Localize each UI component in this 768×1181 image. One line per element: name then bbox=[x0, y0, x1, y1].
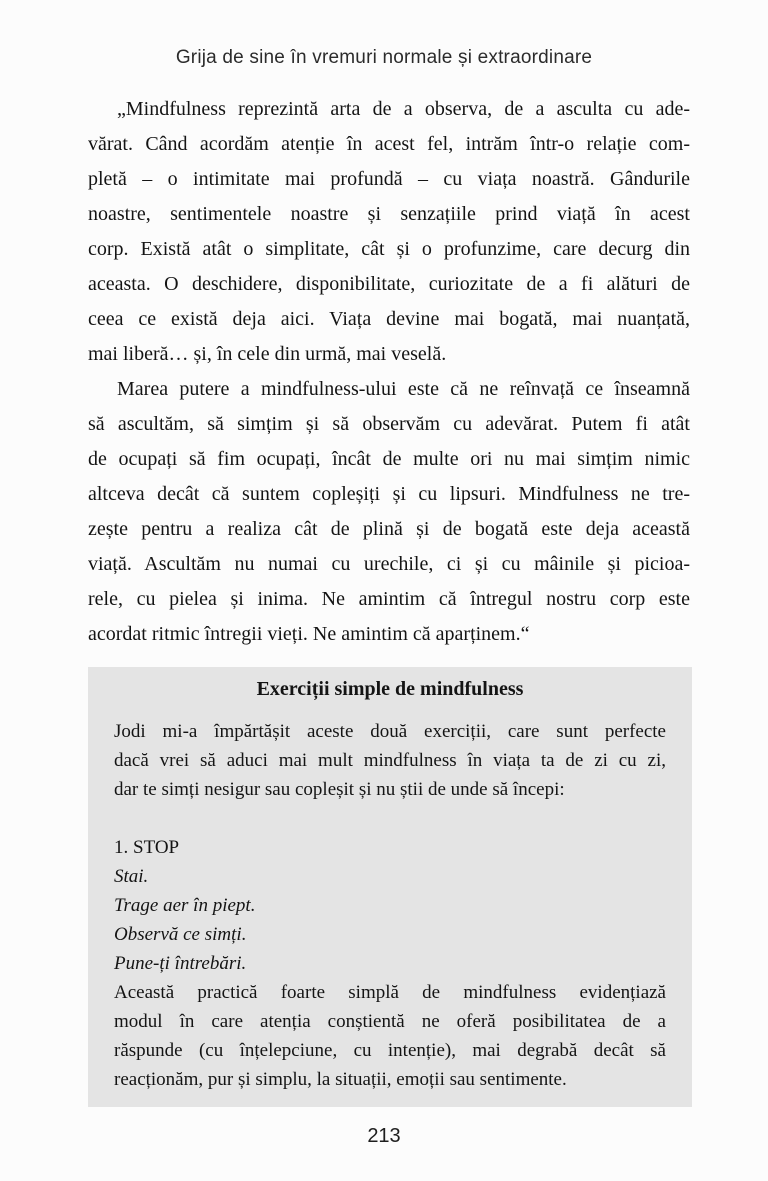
body-paragraph: Marea putere a mindfulness-ului este că ne reînvață ce înseamnă să ascultăm, să simțim și să observăm cu adevărat. Putem fi atât de ocupați să fim ocupați, încât de multe ori nu mai simțim nimic altceva decât că suntem copleșiți și cu lipsuri. Mindfulness ne tre- zește pentru a realiza cât de plină și de bogată este deja această viață. Ascultăm nu numai cu urechile, ci și cu mâinile și picioa- rele, cu pielea și inima. Ne amintim că întregul nostru corp este acordat ritmic întregii vieți. Ne amintim că aparținem.“ bbox=[88, 378, 690, 645]
exercise-box bbox=[88, 667, 692, 1107]
step-heading: 1. STOP bbox=[114, 837, 180, 858]
exercise-box-title: Exerciții simple de mindfulness bbox=[256, 678, 524, 700]
body-text-column bbox=[88, 92, 690, 652]
running-head: Grija de sine în vremuri normale și extraordinare bbox=[175, 47, 593, 68]
exercise-outro-paragraph: Această practică foarte simplă de mindfulness evidențiază modul în care atenția conștientă ne oferă posibilitatea de a răspunde (cu înțelepciune, cu intenție), mai degrabă decât să reacționăm, pur și simplu, la situații, emoții sau sentimente. bbox=[114, 982, 666, 1090]
spacer bbox=[114, 804, 666, 833]
page-number: 213 bbox=[367, 1125, 401, 1147]
exercise-intro-paragraph: Jodi mi-a împărtășit aceste două exerciții, care sunt perfecte dacă vrei să aduci mai mult mindfulness în viața ta de zi cu zi, dar te simți nesigur sau copleșit și nu știi de unde să începi: bbox=[114, 721, 666, 800]
quote-paragraph: „Mindfulness reprezintă arta de a observa, de a asculta cu ade- vărat. Când acordăm atenție în acest fel, intrăm într-o relație com- pletă – o intimitate mai profundă – cu viața noastră. Gândurile noastre, sentimentele noastre și senzațiile prind viață în acest corp. Există atât o simplitate, cât și o profunzime, care decurg din aceasta. O deschidere, disponibilitate, curiozitate de a fi alături de ceea ce există deja aici. Viața devine mai bogată, mai nuanțată, mai liberă… și, în cele din urmă, mai veselă. bbox=[88, 98, 690, 365]
step-list: Stai. Trage aer în piept. Observă ce simți. Pune-ți întrebări. bbox=[114, 866, 256, 974]
